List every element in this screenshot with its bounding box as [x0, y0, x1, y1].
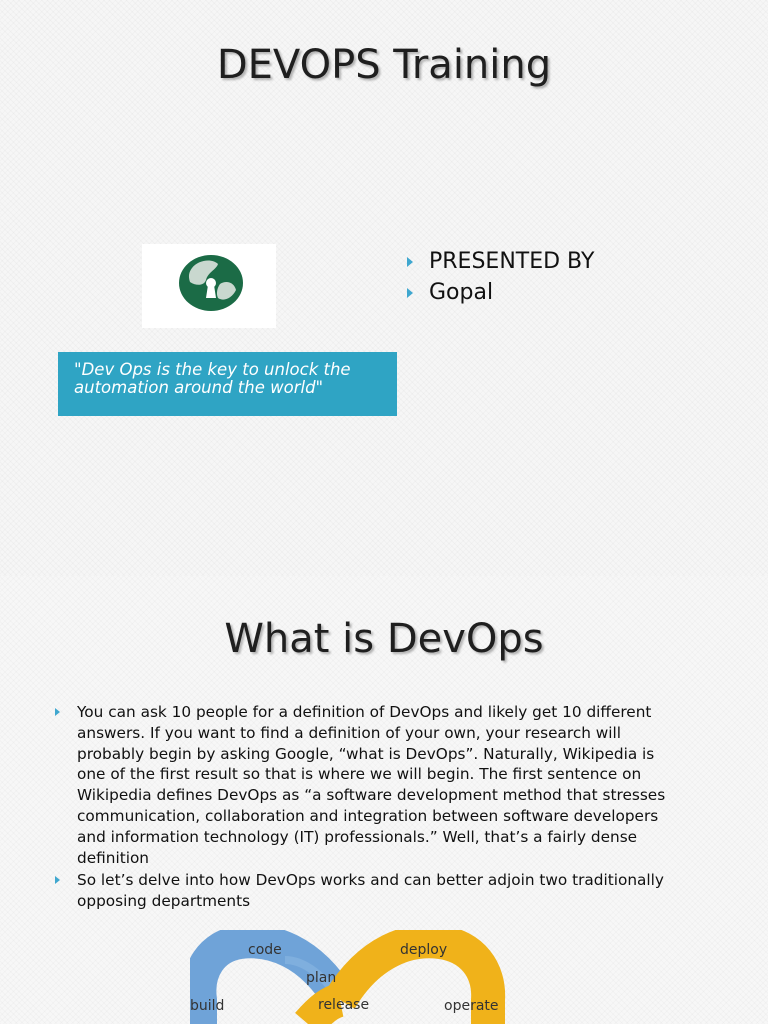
- paragraph-line: probably begin by asking Google, “what is DevOps”. Naturally, Wikipedia is: [77, 744, 655, 763]
- label-deploy: deploy: [400, 942, 448, 958]
- quote-box: [58, 352, 397, 416]
- label-build: build: [190, 998, 225, 1014]
- slide-heading: What is DevOps: [224, 616, 544, 662]
- globe-keyhole-icon: [178, 250, 244, 316]
- paragraph-line: You can ask 10 people for a definition of DevOps and likely get 10 different: [77, 703, 652, 721]
- presenter-list: [407, 246, 594, 308]
- label-release: release: [318, 997, 370, 1013]
- paragraph-line: and information technology (IT) professionals.” Well, that’s a fairly dense: [77, 827, 638, 846]
- paragraph-line: definition: [77, 848, 150, 867]
- list-item: [407, 246, 594, 277]
- list-item: [55, 870, 725, 912]
- label-plan: plan: [306, 970, 337, 986]
- list-item: [55, 702, 725, 868]
- content-list: [55, 702, 725, 914]
- paragraph-line: Wikipedia defines DevOps as “a software development method that stresses: [77, 786, 666, 805]
- paragraph-line: one of the first result so that is where we will begin. The first sentence on: [77, 765, 642, 784]
- quote-line: "Dev Ops is the key to unlock the: [74, 360, 351, 379]
- presenter-label: PRESENTED BY: [429, 249, 595, 274]
- paragraph-line: So let’s delve into how DevOps works and can better adjoin two traditionally: [77, 871, 664, 890]
- devops-infinity-diagram: [190, 930, 520, 1024]
- paragraph-line: communication, collaboration and integration between software developers: [77, 806, 659, 825]
- paragraph-line: opposing departments: [77, 892, 251, 911]
- bullet-arrow-icon: [407, 288, 413, 298]
- slide-what-is-devops: [0, 576, 768, 1024]
- paragraph-line: answers. If you want to find a definition of your own, your research will: [77, 723, 622, 742]
- quote-line: automation around the world": [74, 378, 324, 397]
- slide-title-heading: DEVOPS Training: [216, 42, 552, 88]
- bullet-arrow-icon: [55, 876, 60, 884]
- bullet-arrow-icon: [55, 708, 60, 716]
- logo: [142, 244, 276, 328]
- bullet-arrow-icon: [407, 257, 413, 267]
- label-operate: operate: [444, 998, 499, 1014]
- list-item: [407, 277, 594, 308]
- label-code: code: [248, 942, 282, 958]
- presenter-name: Gopal: [429, 280, 494, 305]
